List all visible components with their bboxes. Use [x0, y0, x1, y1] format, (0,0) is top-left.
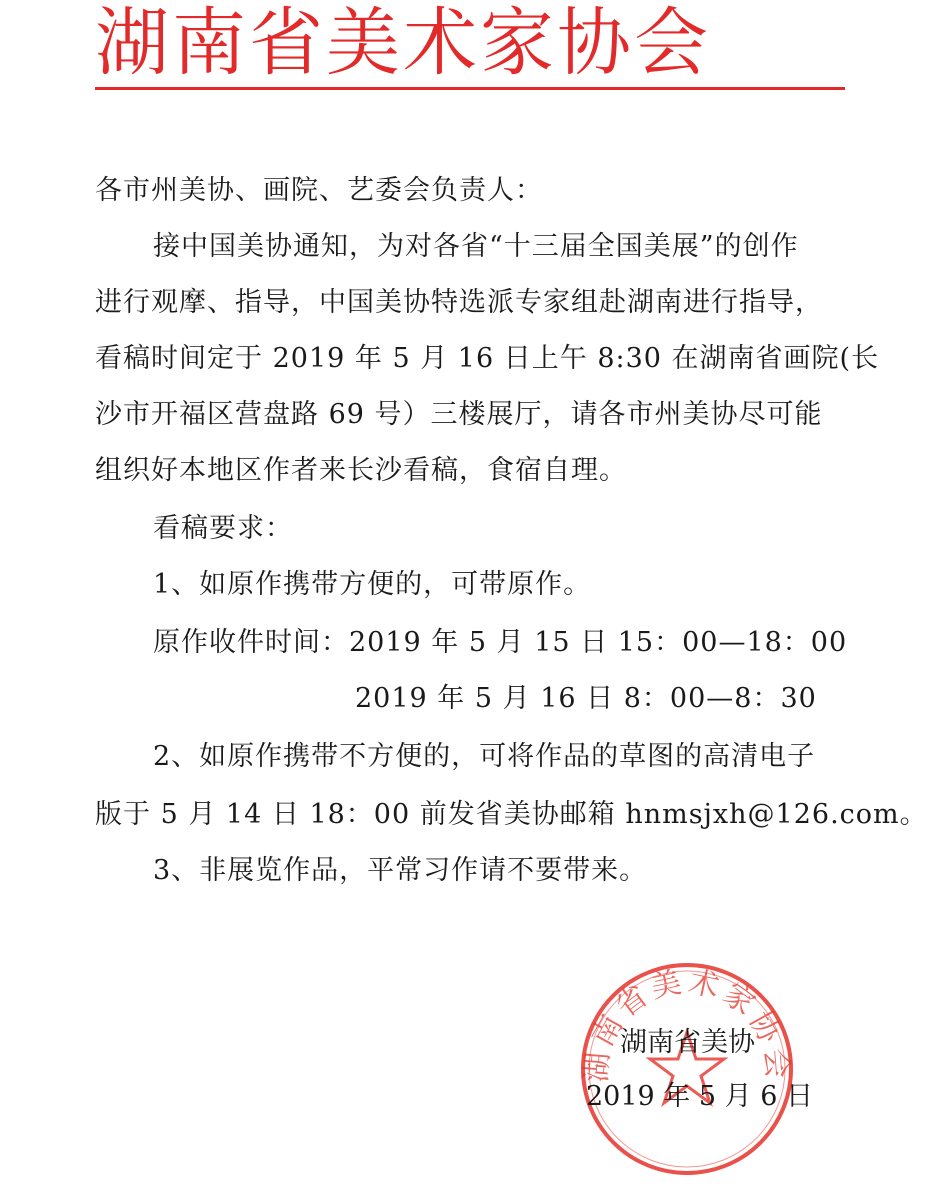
- signature-organization: 湖南省美协: [620, 1027, 755, 1058]
- requirement-item: 3、非展览作品，平常习作请不要带来。: [153, 855, 648, 886]
- paragraph-line: 进行观摩、指导，中国美协特选派专家组赴湖南进行指导，: [95, 287, 823, 318]
- receipt-time-line: 2019 年 5 月 16 日 8：00—8：30: [355, 683, 817, 714]
- salutation: 各市州美协、画院、艺委会负责人：: [95, 175, 543, 206]
- paragraph-line: 看稿时间定于 2019 年 5 月 16 日上午 8:30 在湖南省画院(长: [95, 343, 880, 374]
- paragraph-line: 接中国美协通知，为对各省“十三届全国美展”的创作: [153, 231, 799, 262]
- receipt-time-line: 原作收件时间：2019 年 5 月 15 日 15：00—18：00: [153, 627, 848, 658]
- letterhead-title: 湖南省美术家协会: [95, 0, 711, 86]
- requirement-item: 2、如原作携带不方便的，可将作品的草图的高清电子: [153, 741, 816, 772]
- paragraph-line: 组织好本地区作者来长沙看稿，食宿自理。: [95, 455, 627, 486]
- official-seal: [578, 960, 796, 1178]
- letterhead: [95, 0, 845, 90]
- requirement-item-continuation: 版于 5 月 14 日 18：00 前发省美协邮箱 hnmsjxh@126.com。: [95, 799, 928, 830]
- paragraph-line: 沙市开福区营盘路 69 号）三楼展厅，请各市州美协尽可能: [95, 399, 823, 430]
- letterhead-divider: [95, 87, 845, 90]
- signature-date: 2019 年 5 月 6 日: [586, 1081, 813, 1112]
- requirements-heading: 看稿要求：: [153, 513, 293, 544]
- seal-text: 湖南省美术家协会: [578, 964, 796, 1084]
- requirement-item: 1、如原作携带方便的，可带原作。: [153, 569, 592, 600]
